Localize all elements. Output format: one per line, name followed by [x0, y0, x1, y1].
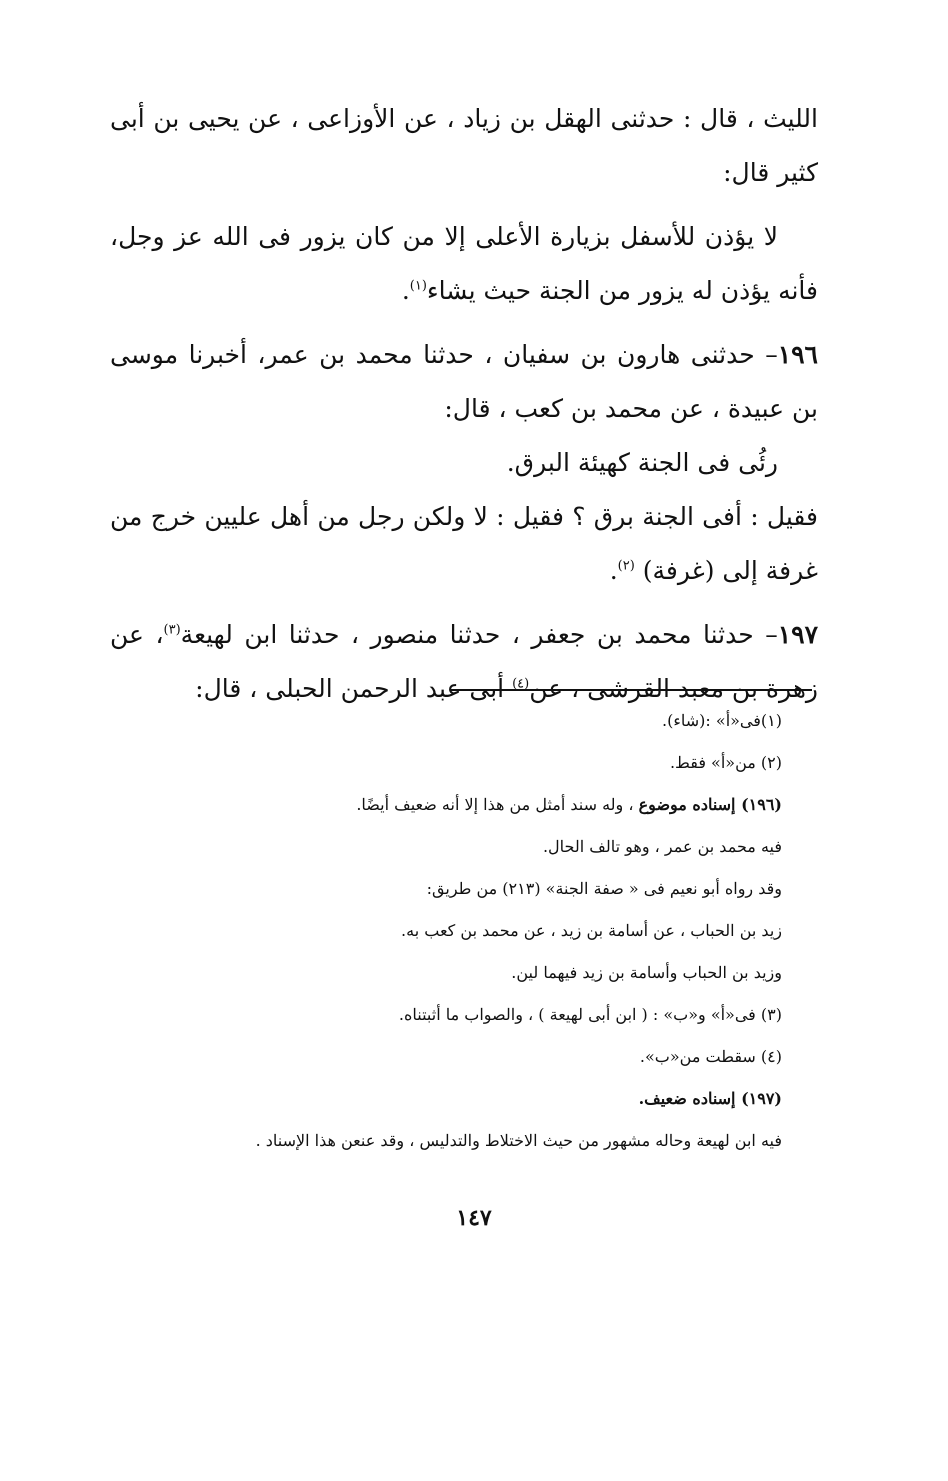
- footnote-196-line-4: زيد بن الحباب ، عن أسامة بن زيد ، عن محمد بن كعب به.: [401, 921, 782, 940]
- footnote-separator: [450, 689, 812, 691]
- page-number: ١٤٧: [456, 1205, 492, 1231]
- footnote-3: (٣) فى«أ» و«ب» : ( ابن أبى لهيعة ) ، والصواب ما أثبتناه.: [398, 1005, 782, 1024]
- paragraph-6-text-b: ، عن زهرة بن معبد القرشى ، عن: [110, 620, 818, 703]
- footnote-196-heading: (١٩٦) إسناده موضوع: [638, 795, 782, 814]
- main-text: [110, 92, 818, 716]
- footnote-4: (٤) سقطت من«ب».: [639, 1047, 782, 1066]
- paragraph-5-end: .: [609, 556, 618, 585]
- paragraph-5: [110, 490, 818, 598]
- footnote-197-heading: (١٩٧) إسناده ضعيف.: [638, 1089, 782, 1108]
- footnote-196-line-5: وزيد بن الحباب وأسامة بن زيد فيهما لين.: [511, 963, 782, 982]
- hadith-number-197: ١٩٧: [777, 620, 819, 649]
- paragraph-4-text: رئُى فى الجنة كهيئة البرق.: [506, 448, 778, 477]
- footnotes: [150, 700, 782, 1162]
- paragraph-5-text: فقيل : أفى الجنة برق ؟ فقيل : لا ولكن رجل من أهل عليين خرج من غرفة إلى (غرفة): [110, 502, 818, 585]
- footnote-196: [150, 784, 782, 826]
- footnote-ref-1[interactable]: (١): [409, 278, 427, 294]
- paragraph-2: [110, 210, 818, 318]
- footnote-1: (١)فى«أ» :(شاء).: [662, 711, 782, 730]
- footnote-197-line-2: فيه ابن لهيعة وحاله مشهور من حيث الاختلاط والتدليس ، وقد عنعن هذا الإسناد .: [255, 1131, 782, 1150]
- paragraph-6-text-c: أبى عبد الرحمن الحبلى ، قال:: [195, 674, 505, 703]
- hadith-number-196: ١٩٦: [777, 340, 818, 369]
- paragraph-1: [110, 92, 818, 200]
- paragraph-1-text: الليث ، قال : حدثنى الهقل بن زياد ، عن الأوزاعى ، عن يحيى بن أبى كثير قال:: [110, 104, 818, 187]
- paragraph-3-text: – حدثنى هارون بن سفيان ، حدثنا محمد بن عمر، أخبرنا موسى بن عبيدة ، عن محمد بن كعب ، قال:: [110, 340, 818, 423]
- footnote-ref-2[interactable]: (٢): [617, 558, 635, 574]
- footnote-196-text: ، وله سند أمثل من هذا إلا أنه ضعيف أيضًا.: [356, 795, 634, 814]
- footnote-ref-3[interactable]: (٣): [163, 622, 181, 638]
- footnote-ref-4[interactable]: (٤): [512, 676, 530, 692]
- footnote-196-line-2: فيه محمد بن عمر ، وهو تالف الحال.: [542, 837, 782, 856]
- paragraph-2-end: .: [401, 276, 410, 305]
- footnote-196-line-3: وقد رواه أبو نعيم فى « صفة الجنة» (٢١٣) من طريق:: [426, 879, 782, 898]
- paragraph-2-text: لا يؤذن للأسفل بزيارة الأعلى إلا من كان يزور فى الله عز وجل، فأنه يؤذن له يزور من الجنة حيث يشاء: [110, 222, 818, 305]
- paragraph-6-text-a: – حدثنا محمد بن جعفر ، حدثنا منصور ، حدثنا ابن لهيعة: [180, 620, 778, 649]
- footnote-2: (٢) من«أ» فقط.: [669, 753, 782, 772]
- footnote-197: [150, 1078, 782, 1120]
- paragraph-4: [110, 436, 818, 490]
- paragraph-3: [110, 328, 818, 436]
